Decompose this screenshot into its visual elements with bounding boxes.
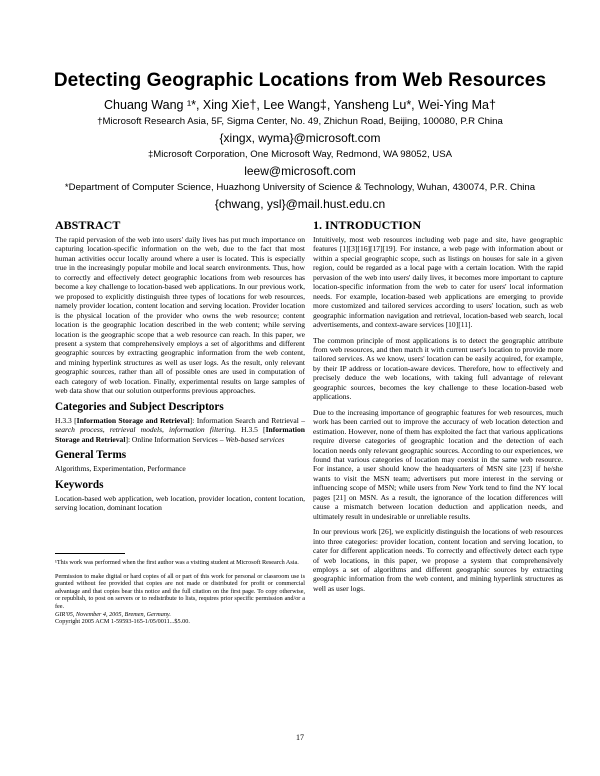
category-bold-1: Information Storage and Retrieval	[76, 415, 190, 425]
footnote-rule	[55, 553, 125, 554]
left-footnotes	[55, 553, 305, 626]
copyright-line: Copyright 2005 ACM 1-59593-165-1/05/0011...$5.00.	[55, 618, 190, 626]
abstract-text: The rapid pervasion of the web into users' daily lives has put much importance on capturing location-specific information on the web, due to the fact that most human activities occur locally around where a user is located. This is especially true in the increasingly popular mobile and local search environments. Thus, how to correctly and effectively detect geographic locations from web resources has become a key challenge to location-based web applications. In our previous work, we proposed to explicitly distinguish three types of locations for web resources, namely provider location, content location and serving location. Provider location is the physical location of the provider who owns the web resource; content location is the geographic location described in the web content; while serving location is the geographic scope that a web resource can reach. In this paper, we present a system that comprehensively employs a set of algorithms and different geographic sources by extracting geographic information from the web content, and mining hyperlink structures as well as user logs. As the result, only relevant geographic sources, rather than all of possible ones are used in computation of each category of web location. Finally, experimental results on large samples of web data show that our solution outperforms previous approaches.	[55, 235, 305, 396]
category-italic-2: Web-based services	[225, 434, 285, 444]
categories-text	[55, 416, 305, 444]
affiliation-microsoft-corporation: ‡Microsoft Corporation, One Microsoft Way, Redmond, WA 98052, USA	[147, 149, 453, 160]
footnote-visiting-student: ¹This work was performed when the first author was a visiting student at Microsoft Research Asia.	[55, 559, 299, 566]
category-italic-1: search process, retrieval models, information filtering.	[55, 425, 237, 435]
categories-heading: Categories and Subject Descriptors	[55, 400, 224, 413]
left-column	[55, 218, 305, 512]
general-terms-heading: General Terms	[55, 449, 127, 462]
category-mid-2: ]: Online Information Services –	[125, 434, 226, 444]
intro-paragraph-1: Intuitively, most web resources including web page and site, have geographic features [1][3][16][17][19]. For instance, a web page with information about or within a special geographic scope, such as listings on houses for sale in a given region, could be regarded as a local page with a certain location. With the rapid pervasion of the web into users' daily lives, it becomes more important to capture location-specific information from the web to cater for users' local information needs. For example, location-based web applications are emerging to provide more customized and tailored services according to users' location, such as web geographic information navigation and retrieval, location-based web search, local advertisements, and context-aware services [10][11].	[313, 235, 563, 330]
paper-title: Detecting Geographic Locations from Web Resources	[53, 70, 547, 91]
intro-paragraph-4: In our previous work [26], we explicitly distinguish the locations of web resources into three categories: provider location, content location and serving location, to cater for different application needs. To correctly and effectively detect each type of web locations, in this paper, we propose a system that comprehensively employs a set of algorithms and different geographic sources by extracting geographic information from the web content, and mining hyperlink structures as well as user logs.	[313, 527, 563, 593]
page-number: 17	[296, 733, 304, 742]
right-column	[313, 218, 563, 593]
intro-paragraph-3: Due to the increasing importance of geographic features for web resources, much work has been carried out to improve the accuracy of web location detection and estimation. However, none of them has exploited the fact that various applications require diverse categories of geographic location and the detection of each location needs only relevant geographic sources. According to our experiences, we found that various categories of location may coexist in the same web resource. For instance, a user should know the headquarters of MSN site [23] if he/she wants to visit the MSN team; advertisers put more interest in the serving or influencing scope of MSN; while users from New York tend to find the NY local pages [21] on MSN. As a result, the ignorance of the location differences will cause a mismatch between location deduction and application needs, and ultimately result in undesirable or unreliable results.	[313, 407, 563, 521]
venue-line	[55, 611, 305, 619]
category-ref-1: H.3.3 [	[55, 415, 77, 425]
venue-text: GIR'05, November 4, 2005, Bremen, Germany.	[55, 610, 171, 618]
category-bold-2: Information Storage and Retrieval	[55, 425, 305, 444]
keywords-heading: Keywords	[55, 478, 104, 491]
affiliation-microsoft-research-asia: †Microsoft Research Asia, 5F, Sigma Center, No. 49, Zhichun Road, Beijing, 100080, P.R China	[97, 116, 503, 127]
intro-paragraph-2: The common principle of most applications is to detect the geographic attribute from web resources, and then match it with current user's location to provide more tailored services. As we know, users' location can be easily acquired, for example, by their IP address or location-aware devices. Therefore, how to effectively and precisely deduce the web locations, with taking full advantage of relevant geographic sources, becomes the key challenge to these location-based web applications.	[313, 335, 563, 402]
email-microsoft-research: {xingx, wyma}@microsoft.com	[219, 131, 381, 145]
category-ref-2: H.3.5 [	[236, 425, 266, 435]
general-terms-text: Algorithms, Experimentation, Performance	[55, 464, 186, 474]
keywords-text: Location-based web application, web location, provider location, content location, serving location, dominant location	[55, 493, 305, 512]
abstract-heading: ABSTRACT	[55, 218, 121, 232]
category-mid-1: ]: Information Search and Retrieval –	[189, 415, 306, 425]
permission-notice: Permission to make digital or hard copies of all or part of this work for personal or classroom use is granted without fee provided that copies are not made or distributed for profit or commercial advantage and that copies bear this notice and the full citation on the first page. To copy otherwise, or republish, to post on servers or to redistribute to lists, requires prior specific permission and/or a fee.	[55, 572, 305, 610]
affiliation-huazhong-university: *Department of Computer Science, Huazhong University of Science & Technology, Wuhan, 430074, P.R. China	[64, 182, 536, 193]
introduction-heading: 1. INTRODUCTION	[313, 218, 422, 232]
email-huazhong-university: {chwang, ysl}@mail.hust.edu.cn	[214, 197, 386, 211]
author-list: Chuang Wang ¹*, Xing Xie†, Lee Wang‡, Yansheng Lu*, Wei-Ying Ma†	[104, 98, 496, 112]
email-microsoft-corporation: leew@microsoft.com	[244, 164, 356, 178]
